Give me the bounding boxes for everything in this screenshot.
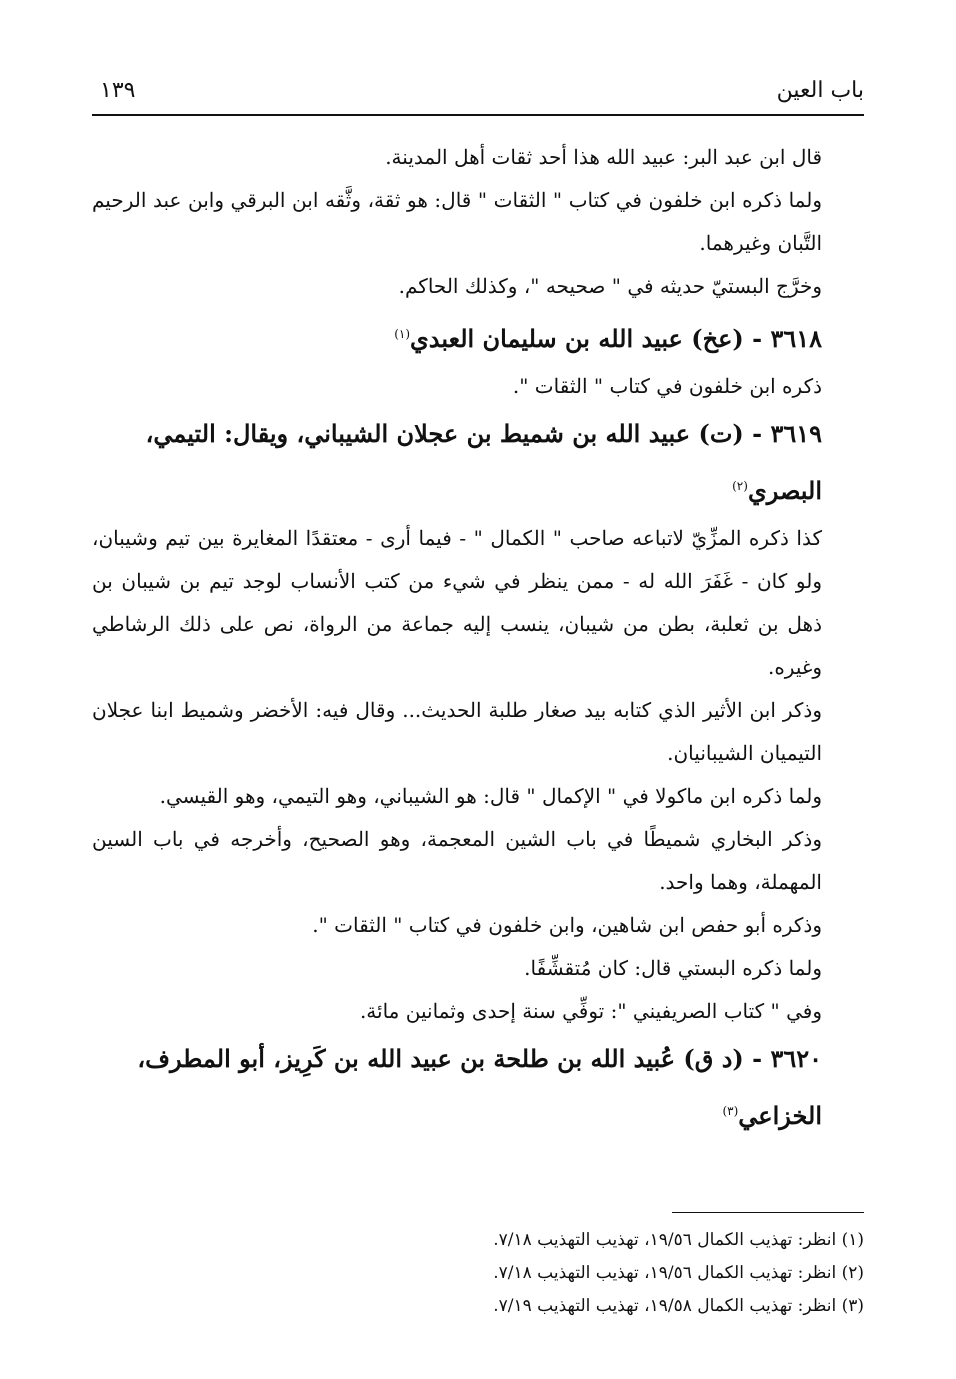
footnote: (١) انظر: تهذيب الكمال ١٩/٥٦، تهذيب التهذيب ٧/١٨. (493, 1230, 864, 1250)
entry-heading-3620 (92, 1033, 864, 1142)
entry-heading-text: ٣٦١٩ - (ت) عبيد الله بن شميط بن عجلان الشيباني، ويقال: التيمي، البصري (145, 419, 822, 505)
paragraph: ذكره ابن خلفون في كتاب " الثقات ". (512, 374, 822, 398)
paragraph: قال ابن عبد البر: عبيد الله هذا أحد ثقات أهل المدينة. (385, 145, 822, 169)
paragraph: وخرَّج البستيّ حديثه في " صحيحه "، وكذلك الحاكم. (398, 274, 822, 298)
entry-heading-3619 (92, 408, 864, 517)
paragraph: ولما ذكره ابن ماكولا في " الإكمال " قال: هو الشيباني، وهو التيمي، وهو القيسي. (159, 784, 822, 808)
paragraph: وذكر البخاري شميطًا في باب الشين المعجمة، وهو الصحيح، وأخرجه في باب السين المهملة، وهما واحد. (92, 827, 822, 894)
header-rule (92, 114, 864, 116)
footnote: (٢) انظر: تهذيب الكمال ١٩/٥٦، تهذيب التهذيب ٧/١٨. (493, 1263, 864, 1283)
footnote-marker: (٢) (732, 479, 748, 493)
entry-heading-text: ٣٦١٨ - (عخ) عبيد الله بن سليمان العبدي (410, 324, 822, 353)
entry-heading-3618 (92, 308, 864, 365)
page-number: ١٣٩ (100, 78, 136, 103)
paragraph: وذكره أبو حفص ابن شاهين، وابن خلفون في كتاب " الثقات ". (312, 913, 822, 937)
paragraph: ولما ذكره البستي قال: كان مُتقشِّفًا. (524, 956, 822, 980)
footnote: (٣) انظر: تهذيب الكمال ١٩/٥٨، تهذيب التهذيب ٧/١٩. (493, 1296, 864, 1316)
footnotes (92, 1224, 864, 1323)
entry-heading-text: ٣٦٢٠ - (د ق) عُبيد الله بن طلحة بن عبيد الله بن كَرِيز، أبو المطرف، الخزاعي (137, 1044, 822, 1130)
footnote-rule (672, 1212, 864, 1213)
paragraph: وذكر ابن الأثير الذي كتابه بيد صغار طلبة الحديث... وقال فيه: الأخضر وشميط ابنا عجلان التيميان الشيبانيان. (92, 698, 822, 765)
footnote-marker: (١) (394, 327, 411, 341)
paragraph: كذا ذكره المزِّيّ لاتباعه صاحب " الكمال " - فيما أرى - معتقدًا المغايرة بين تيم وشيبان، ولو كان - غَفَرَ الله له - ممن ينظر في شيء من كتب الأنساب لوجد تيم بن شيبان بن ذهل بن ثعلبة، بطن من شيبان، ينسب إليه جماعة من الرواة، نص على ذلك الرشاطي وغيره. (92, 526, 822, 679)
page-body (92, 136, 864, 1142)
running-header-title: باب العين (776, 78, 864, 103)
paragraph: وفي " كتاب الصريفيني ": توفِّي سنة إحدى وثمانين مائة. (359, 999, 822, 1023)
paragraph: ولما ذكره ابن خلفون في كتاب " الثقات " قال: هو ثقة، وثَّقه ابن البرقي وابن عبد الرحيم التَّبان وغيرهما. (92, 188, 822, 255)
footnote-marker: (٣) (722, 1104, 739, 1118)
